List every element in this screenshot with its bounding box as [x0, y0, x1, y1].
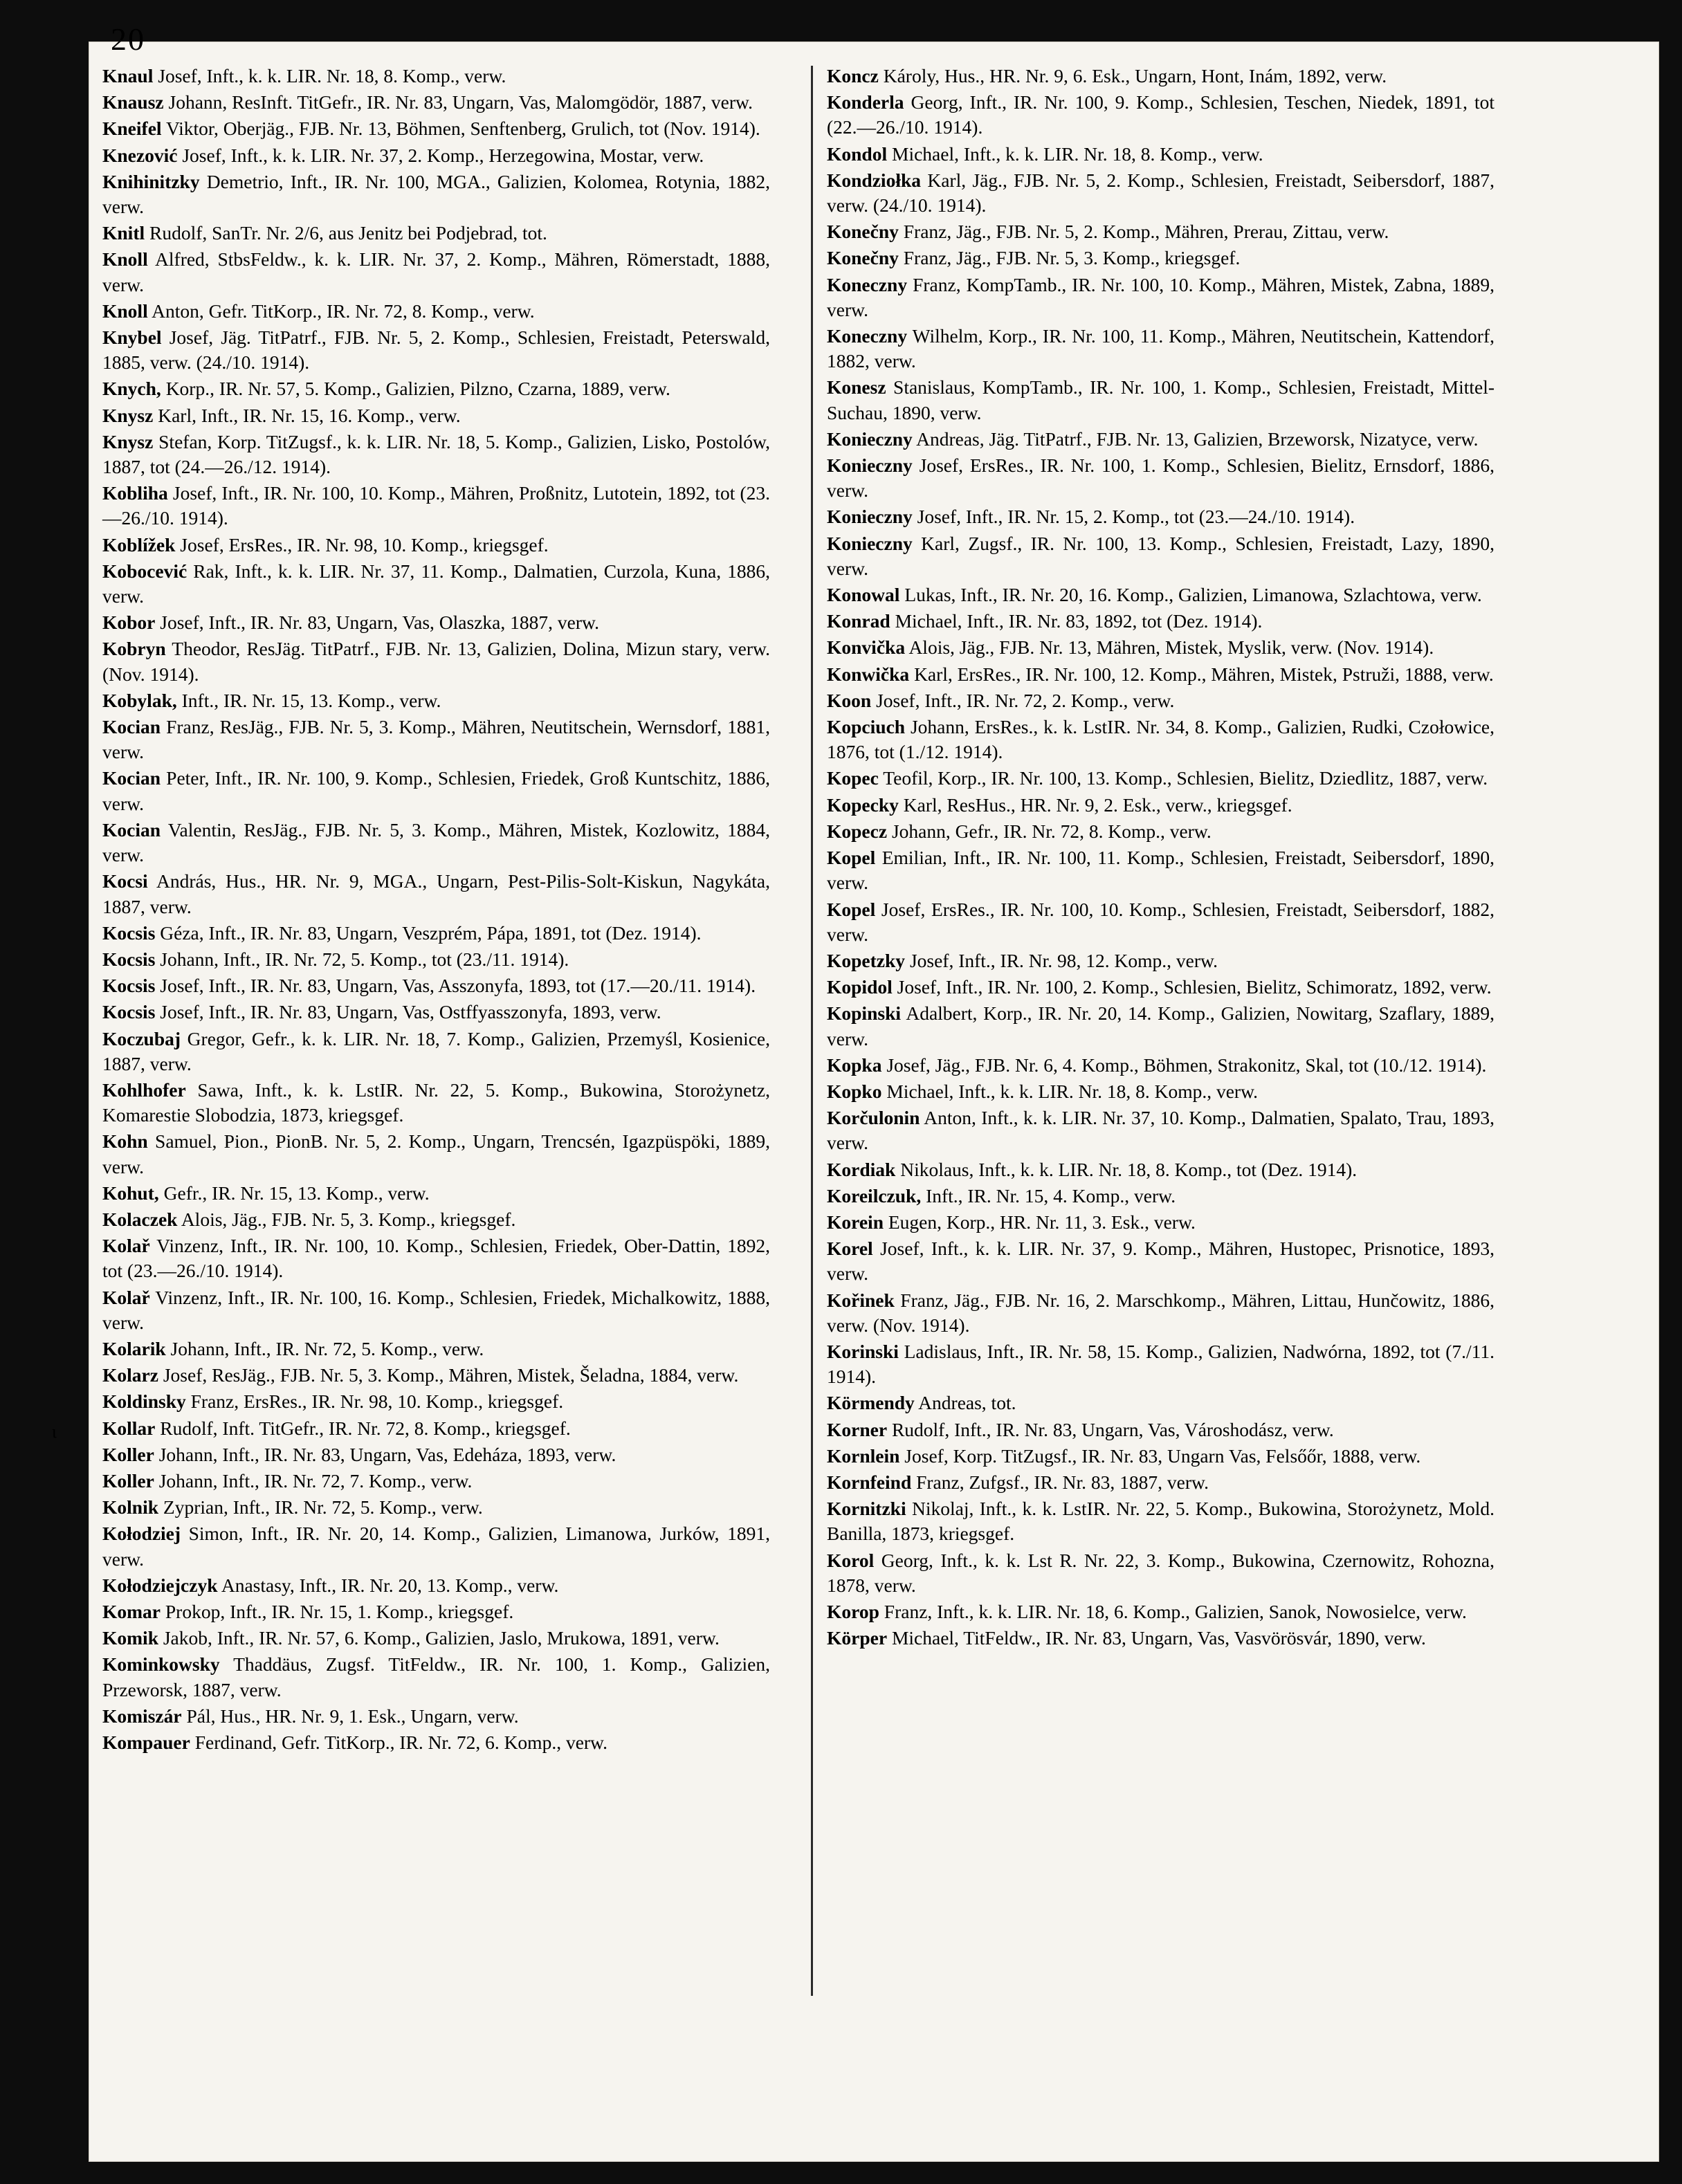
entry-details: Josef, Inft., IR. Nr. 83, Ungarn, Vas, Asszonyfa, 1893, tot (17.—20./11. 1914). [160, 975, 756, 997]
entry-surname: Kolarz [102, 1364, 158, 1386]
entry-details: Károly, Hus., HR. Nr. 9, 6. Esk., Ungarn, Hont, Inám, 1892, verw. [883, 65, 1387, 86]
entry-surname: Konečny [827, 247, 899, 269]
register-entry [102, 481, 770, 531]
register-entry [827, 1599, 1494, 1624]
entry-surname: Knoll [102, 300, 148, 322]
entry-details: Géza, Inft., IR. Nr. 83, Ungarn, Veszprém, Pápa, 1891, tot (Dez. 1914). [160, 921, 702, 944]
entry-details: Adalbert, Korp., IR. Nr. 20, 14. Komp., Galizien, Nowitarg, Szaflary, 1889, verw. [827, 1002, 1494, 1049]
register-entry [102, 403, 770, 428]
entry-surname: Kořinek [827, 1289, 895, 1311]
register-entry [102, 1129, 770, 1179]
entry-details: Samuel, Pion., PionB. Nr. 5, 2. Komp., Ungarn, Trencsén, Igazpüspöki, 1889, verw. [102, 1130, 770, 1177]
entry-surname: Kopel [827, 847, 876, 869]
register-entry [102, 169, 770, 219]
entry-surname: Kocsi [102, 870, 148, 892]
entry-details: Peter, Inft., IR. Nr. 100, 9. Komp., Schlesien, Friedek, Groß Kuntschitz, 1886, verw. [102, 767, 770, 814]
register-entry [102, 1573, 770, 1598]
entry-details: Josef, ErsRes., IR. Nr. 100, 1. Komp., Schlesien, Bielitz, Ernsdorf, 1886, verw. [827, 455, 1495, 502]
entry-details: Ferdinand, Gefr. TitKorp., IR. Nr. 72, 6. Komp., verw. [194, 1732, 607, 1753]
entry-details: Franz, Inft., k. k. LIR. Nr. 18, 6. Komp., Galizien, Sanok, Nowosielce, verw. [884, 1600, 1467, 1622]
register-entry [827, 1236, 1494, 1286]
entry-details: Michael, Inft., k. k. LIR. Nr. 18, 8. Komp., verw. [892, 143, 1263, 165]
register-entry [102, 90, 770, 115]
margin-mark: ι [52, 1422, 57, 1442]
register-entry [102, 1599, 770, 1624]
register-entry [827, 168, 1494, 218]
register-entry [827, 635, 1494, 660]
register-entry [827, 531, 1494, 581]
register-entry [102, 1521, 770, 1571]
entry-surname: Koblížek [102, 533, 176, 556]
entry-surname: Komik [102, 1627, 158, 1649]
entry-surname: Kornlein [827, 1444, 900, 1467]
entry-surname: Kondol [827, 143, 888, 165]
entry-details: Nikolaus, Inft., k. k. LIR. Nr. 18, 8. Komp., tot (Dez. 1914). [900, 1158, 1358, 1180]
entry-details: Josef, Korp. TitZugsf., IR. Nr. 83, Ungarn Vas, Felsőőr, 1888, verw. [904, 1444, 1421, 1467]
register-entry [827, 504, 1494, 529]
register-entry [102, 116, 770, 141]
entry-details: Zyprian, Inft., IR. Nr. 72, 5. Komp., verw. [163, 1496, 483, 1518]
entry-surname: Konowal [827, 584, 900, 606]
entry-details: Johann, Inft., IR. Nr. 72, 5. Komp., verw. [170, 1337, 484, 1359]
entry-details: Alfred, StbsFeldw., k. k. LIR. Nr. 37, 2. Komp., Mähren, Römerstadt, 1888, verw. [102, 248, 771, 295]
entry-surname: Kolař [102, 1286, 150, 1308]
entry-details: Josef, ErsRes., IR. Nr. 98, 10. Komp., kriegsgef. [180, 533, 549, 556]
entry-details: Josef, Inft., IR. Nr. 15, 2. Komp., tot (23.—24./10. 1914). [917, 506, 1355, 528]
register-entry [827, 1105, 1494, 1155]
entry-details: Karl, Jäg., FJB. Nr. 5, 2. Komp., Schlesien, Freistadt, Seibersdorf, 1887, verw. (24./10. 1914). [827, 169, 1494, 217]
right-column [827, 64, 1494, 1652]
entry-surname: Knoll [102, 248, 148, 270]
register-entry [827, 1339, 1494, 1389]
entry-details: Josef, Inft., IR. Nr. 98, 12. Komp., verw. [909, 949, 1218, 971]
entry-surname: Konieczny [827, 455, 913, 477]
entry-details: Nikolaj, Inft., k. k. LstIR. Nr. 22, 5. Komp., Bukowina, Storożynetz, Mold. Banilla, 1873, kriegsgef. [827, 1498, 1495, 1545]
entry-details: Gefr., IR. Nr. 15, 13. Komp., verw. [163, 1182, 430, 1204]
entry-details: Inft., IR. Nr. 15, 4. Komp., verw. [926, 1184, 1176, 1206]
register-entry [827, 1496, 1494, 1546]
entry-details: András, Hus., HR. Nr. 9, MGA., Ungarn, Pest-Pilis-Solt-Kiskun, Nagykáta, 1887, verw. [102, 870, 770, 917]
entry-details: Rak, Inft., k. k. LIR. Nr. 37, 11. Komp., Dalmatien, Curzola, Kuna, 1886, verw. [102, 560, 771, 607]
entry-details: Stefan, Korp. TitZugsf., k. k. LIR. Nr. 18, 5. Komp., Galizien, Lisko, Postolów, 1887, tot (24.—26./12. 1914). [102, 430, 771, 478]
entry-details: Karl, Inft., IR. Nr. 15, 16. Komp., verw. [158, 404, 461, 426]
entry-surname: Konderla [827, 91, 904, 113]
entry-details: Josef, Inft., IR. Nr. 72, 2. Komp., verw. [876, 689, 1175, 711]
entry-details: Vinzenz, Inft., IR. Nr. 100, 16. Komp., Schlesien, Friedek, Michalkowitz, 1888, verw. [102, 1286, 770, 1333]
entry-surname: Kompauer [102, 1732, 190, 1753]
register-entry [102, 1626, 770, 1651]
register-entry [827, 1157, 1494, 1182]
entry-details: Franz, Zufgsf., IR. Nr. 83, 1887, verw. [916, 1471, 1209, 1493]
register-entry [827, 975, 1494, 1000]
entry-surname: Konieczny [827, 532, 913, 554]
register-entry [102, 1442, 770, 1467]
entry-details: Simon, Inft., IR. Nr. 20, 14. Komp., Galizien, Limanowa, Jurków, 1891, verw. [102, 1523, 770, 1570]
register-entry [827, 897, 1494, 947]
entry-surname: Kondziołka [827, 169, 922, 191]
entry-details: Johann, Inft., IR. Nr. 72, 5. Komp., tot (23./11. 1914). [160, 948, 569, 970]
entry-details: Franz, Jäg., FJB. Nr. 16, 2. Marschkomp., Mähren, Littau, Hunčowitz, 1886, verw. (Nov. 1914). [827, 1289, 1494, 1336]
entry-details: Johann, ResInft. TitGefr., IR. Nr. 83, Ungarn, Vas, Malomgödör, 1887, verw. [168, 91, 753, 113]
entry-surname: Kopciuch [827, 716, 906, 738]
entry-surname: Koon [827, 689, 872, 711]
entry-details: Anton, Inft., k. k. LIR. Nr. 37, 10. Komp., Dalmatien, Spalato, Trau, 1893, verw. [827, 1107, 1495, 1154]
entry-surname: Koncz [827, 65, 879, 86]
column-divider [811, 66, 813, 1996]
register-entry [102, 1337, 770, 1361]
entry-details: Michael, Inft., k. k. LIR. Nr. 18, 8. Komp., verw. [886, 1080, 1259, 1102]
entry-details: Rudolf, Inft. TitGefr., IR. Nr. 72, 8. Komp., kriegsgef. [160, 1417, 571, 1439]
entry-surname: Koreilczuk, [827, 1184, 922, 1206]
entry-details: Franz, Jäg., FJB. Nr. 5, 2. Komp., Mähren, Prerau, Zittau, verw. [903, 221, 1389, 243]
entry-details: Josef, Inft., k. k. LIR. Nr. 18, 8. Komp., verw. [158, 65, 506, 86]
entry-details: Teofil, Korp., IR. Nr. 100, 13. Komp., Schlesien, Bielitz, Dziedlitz, 1887, verw. [883, 767, 1488, 789]
entry-details: Johann, Inft., IR. Nr. 72, 7. Komp., verw. [158, 1469, 473, 1492]
register-entry [827, 766, 1494, 791]
entry-details: Karl, ResHus., HR. Nr. 9, 2. Esk., verw., kriegsgef. [903, 793, 1292, 816]
register-entry [102, 1285, 770, 1335]
entry-details: Josef, Inft., IR. Nr. 100, 10. Komp., Mähren, Proßnitz, Lutotein, 1892, tot (23.—26./10. 1914). [102, 482, 771, 529]
entry-surname: Kocian [102, 767, 161, 789]
register-entry [827, 793, 1494, 818]
entry-surname: Kołodziej [102, 1523, 181, 1545]
entry-details: Georg, Inft., IR. Nr. 100, 9. Komp., Schlesien, Teschen, Niedek, 1891, tot (22.—26./10. 1914). [827, 91, 1494, 138]
register-entry [102, 376, 770, 401]
entry-surname: Korop [827, 1600, 879, 1622]
entry-surname: Kocsis [102, 921, 156, 944]
entry-surname: Knych, [102, 378, 161, 400]
entry-surname: Kollar [102, 1417, 156, 1439]
register-entry [102, 1389, 770, 1414]
register-entry [102, 1469, 770, 1494]
entry-surname: Kolnik [102, 1496, 159, 1518]
entry-surname: Kocsis [102, 1001, 156, 1023]
entry-details: Theodor, ResJäg. TitPatrf., FJB. Nr. 13, Galizien, Dolina, Mizun stary, verw. (Nov. 1914). [102, 638, 770, 685]
entry-surname: Korol [827, 1549, 875, 1571]
register-entry [827, 662, 1494, 687]
entry-surname: Kolaczek [102, 1208, 178, 1230]
entry-details: Michael, Inft., IR. Nr. 83, 1892, tot (Dez. 1914). [895, 610, 1263, 632]
register-entry [102, 636, 770, 686]
entry-surname: Koczubaj [102, 1027, 181, 1049]
register-entry [102, 559, 770, 609]
register-entry [102, 766, 770, 816]
entry-surname: Kopidol [827, 976, 893, 998]
entry-surname: Kopec [827, 767, 879, 789]
entry-details: Josef, Inft., IR. Nr. 100, 2. Komp., Schlesien, Bielitz, Schimoratz, 1892, verw. [897, 976, 1492, 998]
register-entry [102, 299, 770, 324]
register-entry [102, 325, 770, 375]
register-entry [827, 715, 1494, 764]
register-entry [827, 64, 1494, 89]
register-entry [102, 247, 770, 297]
entry-surname: Koldinsky [102, 1391, 186, 1413]
entry-surname: Kobor [102, 612, 156, 634]
entry-surname: Kohlhofer [102, 1079, 186, 1101]
entry-surname: Kornfeind [827, 1471, 912, 1493]
register-entry [827, 1626, 1494, 1651]
entry-details: Franz, ResJäg., FJB. Nr. 5, 3. Komp., Mähren, Neutitschein, Wernsdorf, 1881, verw. [102, 716, 771, 763]
entry-surname: Knaul [102, 65, 154, 86]
entry-surname: Korner [827, 1418, 888, 1440]
register-entry [102, 1704, 770, 1729]
register-entry [827, 273, 1494, 322]
register-entry [827, 1184, 1494, 1209]
entry-surname: Konieczny [827, 428, 913, 450]
entry-details: Lukas, Inft., IR. Nr. 20, 16. Komp., Galizien, Limanowa, Szlachtowa, verw. [904, 584, 1482, 606]
register-entry [102, 221, 770, 246]
entry-surname: Kobylak, [102, 689, 177, 711]
entry-surname: Kominkowsky [102, 1653, 220, 1676]
entry-surname: Kordiak [827, 1158, 896, 1180]
register-entry [102, 143, 770, 168]
entry-surname: Kobryn [102, 638, 166, 660]
entry-surname: Kocsis [102, 948, 156, 970]
entry-surname: Kopecz [827, 820, 888, 842]
entry-details: Michael, TitFeldw., IR. Nr. 83, Ungarn, Vas, Vasvörösvár, 1890, verw. [891, 1627, 1426, 1649]
entry-surname: Knysz [102, 430, 154, 452]
entry-details: Demetrio, Inft., IR. Nr. 100, MGA., Galizien, Kolomea, Rotynia, 1882, verw. [102, 170, 770, 218]
entry-surname: Körper [827, 1627, 888, 1649]
entry-surname: Koneczny [827, 273, 908, 295]
entry-details: Franz, Jäg., FJB. Nr. 5, 3. Komp., kriegsgef. [903, 247, 1241, 269]
register-entry [827, 582, 1494, 607]
entry-details: Johann, ErsRes., k. k. LstIR. Nr. 34, 8. Komp., Galizien, Rudki, Czołowice, 1876, tot (1./12. 1914). [827, 716, 1495, 763]
register-entry [827, 688, 1494, 713]
entry-surname: Kolař [102, 1235, 150, 1257]
register-entry [102, 533, 770, 558]
register-entry [102, 1495, 770, 1520]
register-entry [102, 1000, 770, 1025]
entry-details: Gregor, Gefr., k. k. LIR. Nr. 18, 7. Komp., Galizien, Przemyśl, Kosienice, 1887, verw. [102, 1027, 770, 1074]
entry-details: Franz, ErsRes., IR. Nr. 98, 10. Komp., kriegsgef. [190, 1391, 564, 1413]
entry-surname: Knitl [102, 222, 145, 244]
entry-details: Josef, Jäg. TitPatrf., FJB. Nr. 5, 2. Komp., Schlesien, Freistadt, Peterswald, 1885, verw. (24./10. 1914). [102, 327, 770, 374]
entry-surname: Kohut, [102, 1182, 159, 1204]
entry-surname: Knezović [102, 144, 178, 166]
entry-surname: Konrad [827, 610, 890, 632]
register-entry [827, 1001, 1494, 1051]
register-entry [827, 219, 1494, 244]
entry-details: Georg, Inft., k. k. Lst R. Nr. 22, 3. Komp., Bukowina, Czernowitz, Rohozna, 1878, verw. [827, 1549, 1495, 1596]
entry-details: Alois, Jäg., FJB. Nr. 5, 3. Komp., kriegsgef. [181, 1208, 516, 1230]
entry-surname: Kobocević [102, 560, 188, 582]
entry-details: Karl, ErsRes., IR. Nr. 100, 12. Komp., Mähren, Mistek, Pstruži, 1888, verw. [914, 663, 1494, 685]
register-entry [102, 1078, 770, 1128]
entry-surname: Konesz [827, 376, 886, 398]
entry-surname: Knihinitzky [102, 170, 200, 192]
register-entry [827, 90, 1494, 140]
left-column [102, 64, 770, 1756]
entry-surname: Konečny [827, 221, 899, 243]
register-entry [102, 1730, 770, 1755]
entry-surname: Kneifel [102, 118, 162, 140]
entry-details: Franz, KompTamb., IR. Nr. 100, 10. Komp., Mähren, Mistek, Zabna, 1889, verw. [827, 273, 1494, 320]
entry-details: Josef, Inft., IR. Nr. 83, Ungarn, Vas, Ostffyasszonyfa, 1893, verw. [160, 1001, 661, 1023]
register-entry [827, 1548, 1494, 1598]
entry-surname: Knausz [102, 91, 164, 113]
entry-details: Viktor, Oberjäg., FJB. Nr. 13, Böhmen, Senftenberg, Grulich, tot (Nov. 1914). [165, 118, 760, 140]
entry-surname: Kopka [827, 1054, 882, 1076]
entry-surname: Kobliha [102, 482, 168, 504]
entry-surname: Kocsis [102, 975, 156, 997]
entry-surname: Konwička [827, 663, 910, 685]
entry-details: Josef, ResJäg., FJB. Nr. 5, 3. Komp., Mähren, Mistek, Šeladna, 1884, verw. [163, 1364, 739, 1386]
entry-surname: Kopko [827, 1080, 882, 1102]
entry-surname: Konieczny [827, 506, 913, 528]
entry-surname: Komiszár [102, 1705, 182, 1727]
register-entry [102, 947, 770, 972]
register-entry [827, 819, 1494, 844]
entry-details: Josef, Inft., k. k. LIR. Nr. 37, 9. Komp., Mähren, Hustopec, Prisnotice, 1893, verw. [827, 1238, 1494, 1285]
entry-surname: Knysz [102, 404, 154, 426]
entry-surname: Kocian [102, 716, 161, 738]
entry-details: Johann, Gefr., IR. Nr. 72, 8. Komp., verw. [891, 820, 1212, 842]
register-entry [102, 973, 770, 998]
register-entry [827, 1053, 1494, 1078]
register-entry [102, 1652, 770, 1702]
entry-details: Karl, Zugsf., IR. Nr. 100, 13. Komp., Schlesien, Freistadt, Lazy, 1890, verw. [827, 532, 1495, 579]
entry-details: Pál, Hus., HR. Nr. 9, 1. Esk., Ungarn, verw. [186, 1705, 519, 1727]
register-entry [827, 1391, 1494, 1415]
entry-surname: Korel [827, 1238, 873, 1260]
entry-details: Jakob, Inft., IR. Nr. 57, 6. Komp., Galizien, Jaslo, Mrukowa, 1891, verw. [163, 1627, 720, 1649]
entry-details: Andreas, Jäg. TitPatrf., FJB. Nr. 13, Galizien, Brzeworsk, Nizatyce, verw. [916, 428, 1479, 450]
entry-details: Ladislaus, Inft., IR. Nr. 58, 15. Komp., Galizien, Nadwórna, 1892, tot (7./11. 1914). [827, 1340, 1494, 1388]
entry-surname: Kohn [102, 1130, 148, 1153]
entry-surname: Koller [102, 1469, 154, 1492]
register-entry [827, 324, 1494, 374]
register-entry [102, 818, 770, 868]
entry-details: Rudolf, SanTr. Nr. 2/6, aus Jenitz bei Podjebrad, tot. [149, 222, 547, 244]
entry-details: Anastasy, Inft., IR. Nr. 20, 13. Komp., verw. [221, 1574, 559, 1596]
entry-surname: Kołodziejczyk [102, 1574, 218, 1596]
entry-details: Thaddäus, Zugsf. TitFeldw., IR. Nr. 100, 1. Komp., Galizien, Przeworsk, 1887, verw. [102, 1653, 770, 1700]
entry-surname: Kornitzki [827, 1498, 906, 1520]
register-entry [827, 1079, 1494, 1104]
register-entry [102, 1027, 770, 1076]
entry-surname: Kopecky [827, 793, 899, 816]
register-entry [102, 688, 770, 713]
entry-surname: Knybel [102, 327, 162, 349]
register-entry [827, 1417, 1494, 1442]
entry-details: Rudolf, Inft., IR. Nr. 83, Ungarn, Vas, Városhodász, verw. [891, 1418, 1334, 1440]
entry-surname: Koller [102, 1443, 154, 1465]
entry-surname: Kopetzky [827, 949, 906, 971]
register-entry [827, 1210, 1494, 1235]
entry-details: Alois, Jäg., FJB. Nr. 13, Mähren, Mistek, Myslik, verw. (Nov. 1914). [908, 636, 1434, 659]
register-entry [102, 1181, 770, 1206]
entry-details: Vinzenz, Inft., IR. Nr. 100, 10. Komp., Schlesien, Friedek, Ober-Dattin, 1892, tot (23.—26./10. 1914). [102, 1235, 770, 1282]
register-entry [827, 427, 1494, 452]
register-entry [102, 610, 770, 635]
register-entry [102, 64, 770, 89]
entry-surname: Korčulonin [827, 1107, 920, 1129]
register-entry [102, 921, 770, 946]
entry-details: Korp., IR. Nr. 57, 5. Komp., Galizien, Pilzno, Czarna, 1889, verw. [165, 378, 670, 400]
entry-details: Anton, Gefr. TitKorp., IR. Nr. 72, 8. Komp., verw. [152, 300, 535, 322]
register-entry [102, 1363, 770, 1388]
register-entry [102, 869, 770, 919]
entry-details: Prokop, Inft., IR. Nr. 15, 1. Komp., kriegsgef. [165, 1600, 514, 1622]
entry-surname: Konvička [827, 636, 906, 659]
entry-details: Andreas, tot. [918, 1392, 1016, 1414]
register-entry [102, 430, 770, 479]
register-entry [827, 845, 1494, 895]
entry-details: Valentin, ResJäg., FJB. Nr. 5, 3. Komp., Mähren, Mistek, Kozlowitz, 1884, verw. [102, 818, 770, 866]
entry-surname: Körmendy [827, 1392, 915, 1414]
entry-details: Josef, Inft., IR. Nr. 83, Ungarn, Vas, Olaszka, 1887, verw. [160, 612, 599, 634]
register-entry [827, 142, 1494, 167]
entry-details: Stanislaus, KompTamb., IR. Nr. 100, 1. Komp., Schlesien, Freistadt, Mittel-Suchau, 1890, verw. [827, 376, 1495, 423]
entry-details: Sawa, Inft., k. k. LstIR. Nr. 22, 5. Komp., Bukowina, Storożynetz, Komarestie Slobodzia, 1873, kriegsgef. [102, 1079, 771, 1126]
entry-surname: Komar [102, 1600, 161, 1622]
entry-details: Wilhelm, Korp., IR. Nr. 100, 11. Komp., Mähren, Neutitschein, Kattendorf, 1882, verw. [827, 325, 1495, 372]
register-entry [827, 246, 1494, 270]
register-entry [102, 1416, 770, 1441]
register-entry [827, 609, 1494, 634]
entry-surname: Korein [827, 1211, 884, 1233]
entry-surname: Kocian [102, 818, 161, 841]
register-entry [827, 1444, 1494, 1469]
entry-details: Johann, Inft., IR. Nr. 83, Ungarn, Vas, Edeháza, 1893, verw. [158, 1443, 616, 1465]
entry-details: Eugen, Korp., HR. Nr. 11, 3. Esk., verw. [888, 1211, 1196, 1233]
register-entry [102, 1207, 770, 1232]
entry-details: Josef, Inft., k. k. LIR. Nr. 37, 2. Komp., Herzegowina, Mostar, verw. [182, 144, 704, 166]
register-entry [827, 1470, 1494, 1495]
page-number: 20 [111, 21, 145, 57]
register-entry [102, 1233, 770, 1283]
entry-surname: Korinski [827, 1340, 899, 1362]
entry-surname: Koneczny [827, 325, 908, 347]
entry-surname: Kolarik [102, 1337, 166, 1359]
register-entry [827, 375, 1494, 425]
register-entry [827, 948, 1494, 973]
register-entry [827, 1288, 1494, 1338]
entry-details: Josef, ErsRes., IR. Nr. 100, 10. Komp., Schlesien, Freistadt, Seibersdorf, 1882, verw. [827, 898, 1495, 945]
entry-surname: Kopel [827, 898, 876, 920]
entry-details: Inft., IR. Nr. 15, 13. Komp., verw. [181, 689, 441, 711]
register-entry [827, 453, 1494, 503]
entry-details: Josef, Jäg., FJB. Nr. 6, 4. Komp., Böhmen, Strakonitz, Skal, tot (10./12. 1914). [886, 1054, 1487, 1076]
entry-details: Emilian, Inft., IR. Nr. 100, 11. Komp., Schlesien, Freistadt, Seibersdorf, 1890, verw. [827, 847, 1495, 894]
register-entry [102, 715, 770, 764]
entry-surname: Kopinski [827, 1002, 902, 1025]
